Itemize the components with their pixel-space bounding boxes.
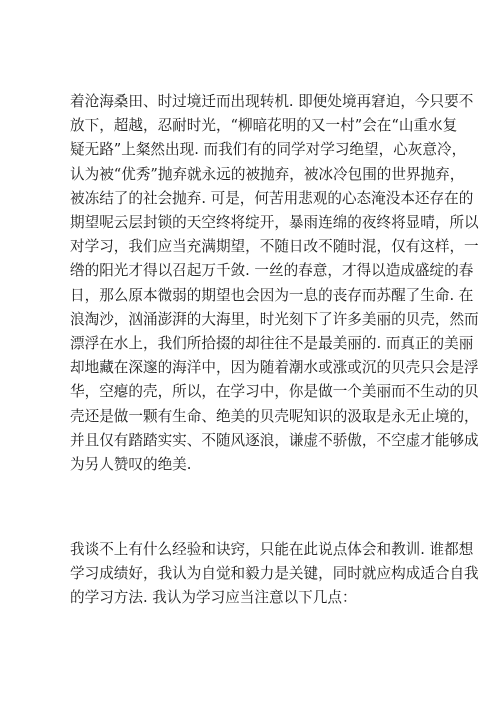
text-line: 对学习，我们应当充满期望，不随日改不随时混，仅有这样，一 (70, 238, 479, 256)
text-line: 疑无路”上粲然出现. 而我们有的同学对学习绝望，心灰意冷， (70, 141, 467, 159)
text-line: 却地藏在深邃的海洋中，因为随着潮水或涨或沉的贝壳只会是浮 (70, 359, 479, 377)
text-line: 被冻结了的社会抛弃. 可是，何苦用悲观的心态淹没本还存在的 (70, 189, 474, 207)
text-line: 浪淘沙，汹涌澎湃的大海里，时光刻下了许多美丽的贝壳，然而 (70, 310, 479, 328)
text-line: 壳还是做一颗有生命、绝美的贝壳呢知识的汲取是永无止境的， (70, 407, 479, 425)
text-line: 为另人赞叹的绝美. (70, 456, 192, 473)
text-line: 的学习方法. 我认为学习应当注意以下几点： (70, 589, 357, 607)
text-line: 放下，超越，忍耐时光，“柳暗花明的又一村”会在“山重水复 (70, 117, 458, 135)
text-line: 我谈不上有什么经验和诀窍，只能在此说点体会和教训. 谁都想 (70, 541, 474, 558)
text-line: 华，空瘪的壳，所以，在学习中，你是做一个美丽而不生动的贝 (70, 383, 479, 401)
text-line: 日，那么原本微弱的期望也会因为一息的丧存而苏醒了生命. 在 (70, 286, 474, 304)
text-line: 学习成绩好，我认为自觉和毅力是关键，同时就应构成适合自我 (70, 565, 479, 583)
text-line: 并且仅有踏踏实实、不随风逐浪，谦虚不骄傲，不空虚才能够成 (70, 431, 479, 449)
text-line: 认为被“优秀”抛弃就永远的被抛弃，被冰冷包围的世界抛弃， (70, 165, 465, 183)
text-line: 绺的阳光才得以召起万千敛. 一丝的春意，才得以造成盛绽的春 (70, 262, 474, 280)
text-line: 期望呢云层封锁的天空终将绽开，暴雨连绵的夜终将显晴，所以 (70, 214, 479, 231)
text-line: 着沧海桑田、时过境迁而出现转机. 即便处境再窘迫，今只要不 (70, 93, 474, 110)
text-line: 漂浮在水上，我们所拾掇的却往往不是最美丽的. 而真正的美丽 (70, 335, 474, 352)
